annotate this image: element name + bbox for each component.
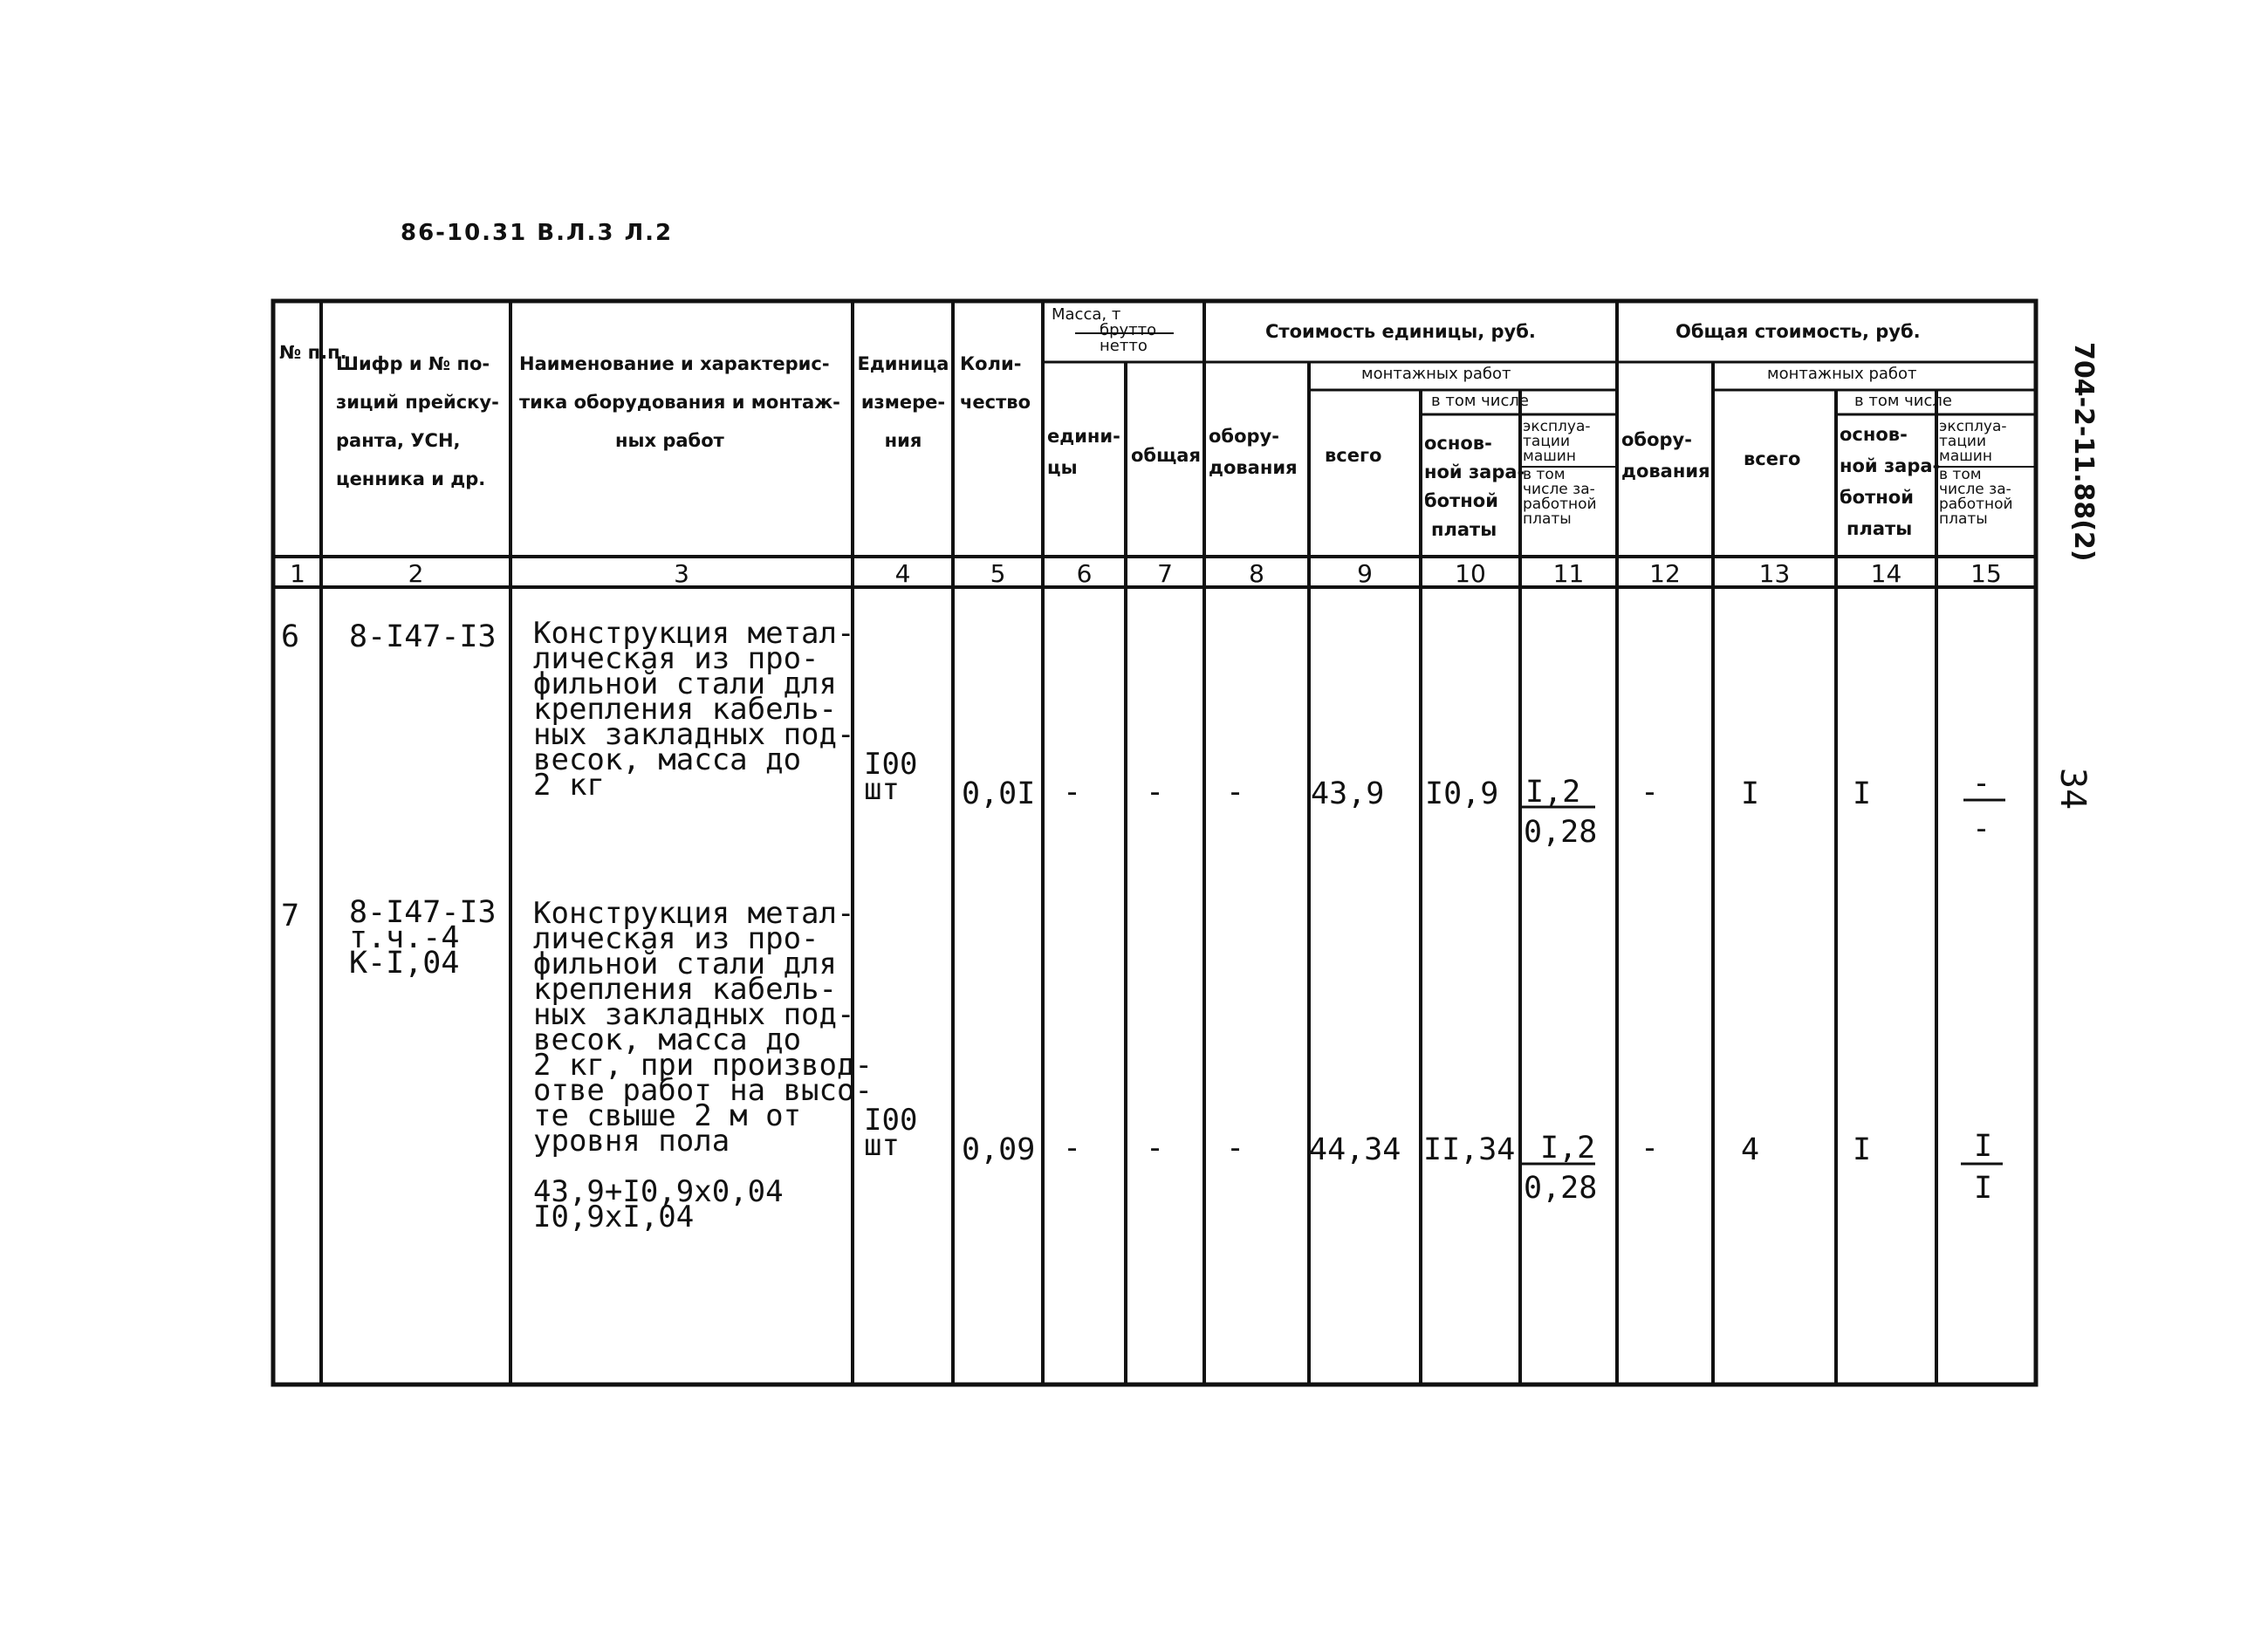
- header-machines: эксплуа- тации машин в том числе за- работной платы: [1523, 418, 1597, 528]
- col-number: 5: [990, 559, 1006, 588]
- row-num: 6: [281, 619, 300, 654]
- col-number: 2: [408, 559, 424, 588]
- row-total-machines: -: [1972, 766, 1991, 801]
- header-total-cost: Общая стоимость, руб.: [1675, 321, 1921, 342]
- row-machines-pay: 0,28: [1524, 1171, 1598, 1206]
- col-number: 11: [1552, 559, 1585, 588]
- header-code: Шифр и № по- зиций прейску- ранта, УСН, ценника и др.: [336, 353, 499, 489]
- header-base-pay: основ- ной зара- ботной платы: [1424, 433, 1525, 540]
- row-total-all: 4: [1741, 1132, 1760, 1167]
- col-number: 12: [1649, 559, 1681, 588]
- header-mount-2: монтажных работ: [1767, 365, 1917, 383]
- header-num: № п.п.: [279, 342, 347, 363]
- header-mass-total: общая: [1131, 445, 1201, 466]
- col-number: 15: [1970, 559, 2002, 588]
- row-qty: 0,0I: [962, 776, 1036, 811]
- col-number: 7: [1157, 559, 1173, 588]
- document-code: 86-10.31 В.Л.3 Л.2: [401, 220, 674, 246]
- header-mass: Масса, т брутто нетто: [1052, 305, 1157, 355]
- row-total: 44,34: [1309, 1132, 1401, 1167]
- header-unit: Единица измере- ния: [857, 353, 949, 451]
- row-name: Конструкция метал- лическая из про- фильной стали для крепления кабель- ных закладных под- весок, масса до 2 кг, при производ- отве работ на высо- те свыше 2 м от уровня пола: [533, 896, 873, 1159]
- col-number: 4: [894, 559, 911, 588]
- header-mass-unit: едини- цы: [1047, 426, 1120, 478]
- row-machines: I,2: [1525, 775, 1581, 810]
- row-machines: I,2: [1540, 1131, 1596, 1166]
- row-code: 8-I47-I3: [349, 619, 497, 654]
- header-all: всего: [1325, 445, 1382, 466]
- header-base-pay-2: основ- ной зара- ботной платы: [1840, 424, 1941, 539]
- header-equip-2: обору- дования: [1621, 429, 1710, 482]
- row-total-machines-pay: -: [1972, 811, 1991, 846]
- header-qty: Коли- чество: [960, 353, 1031, 413]
- col-number: 8: [1249, 559, 1264, 588]
- row-unit: I00 шт: [864, 747, 918, 807]
- header-mount: монтажных работ: [1361, 365, 1511, 383]
- col-number: 10: [1455, 559, 1486, 588]
- row-total-machines-pay: I: [1974, 1171, 1993, 1206]
- header-equip: обору- дования: [1209, 426, 1298, 478]
- row-equip: -: [1226, 1131, 1245, 1166]
- header-all-2: всего: [1744, 448, 1801, 469]
- row-mass-unit: -: [1063, 1131, 1082, 1166]
- col-number: 6: [1076, 559, 1093, 588]
- row-name: Конструкция метал- лическая из про- фильной стали для крепления кабель- ных закладных под- весок, масса до 2 кг: [533, 616, 855, 803]
- row-qty: 0,09: [962, 1132, 1036, 1167]
- header-incl: в том числе: [1431, 392, 1529, 410]
- row-base: II,34: [1423, 1132, 1516, 1167]
- row-total-base: I: [1853, 776, 1872, 811]
- row-base: I0,9: [1425, 776, 1499, 811]
- col-number: 13: [1758, 559, 1791, 588]
- col-number: 3: [674, 559, 689, 588]
- page-number: 34: [2052, 768, 2093, 810]
- row-total-equip: -: [1641, 1131, 1660, 1166]
- row-equip: -: [1226, 775, 1245, 810]
- row-num: 7: [281, 899, 300, 933]
- row-total: 43,9: [1311, 776, 1385, 811]
- row-code: 8-I47-I3 т.ч.-4 К-I,04: [349, 895, 497, 981]
- header-name: Наименование и характерис- тика оборудования и монтаж- ных работ: [519, 353, 840, 451]
- header-machines-2: эксплуа- тации машин в том числе за- работной платы: [1939, 418, 2013, 528]
- col-number: 9: [1357, 559, 1373, 588]
- row-total-all: I: [1741, 776, 1760, 811]
- row-mass-total: -: [1146, 1131, 1165, 1166]
- col-number: 14: [1870, 559, 1902, 588]
- row-mass-unit: -: [1063, 775, 1082, 810]
- row-unit: I00 шт: [864, 1103, 918, 1163]
- row-machines-pay: 0,28: [1524, 815, 1598, 850]
- side-code: 704-2-11.88(2): [2068, 342, 2099, 562]
- row-calc: 43,9+I0,9x0,04 I0,9xI,04: [533, 1174, 784, 1234]
- row-total-base: I: [1853, 1132, 1872, 1167]
- row-mass-total: -: [1146, 775, 1165, 810]
- row-total-equip: -: [1641, 775, 1660, 810]
- col-number: 1: [290, 559, 305, 588]
- row-total-machines: I: [1974, 1129, 1993, 1164]
- header-incl-2: в том числе: [1854, 392, 1952, 410]
- header-unit-cost: Стоимость единицы, руб.: [1265, 321, 1536, 342]
